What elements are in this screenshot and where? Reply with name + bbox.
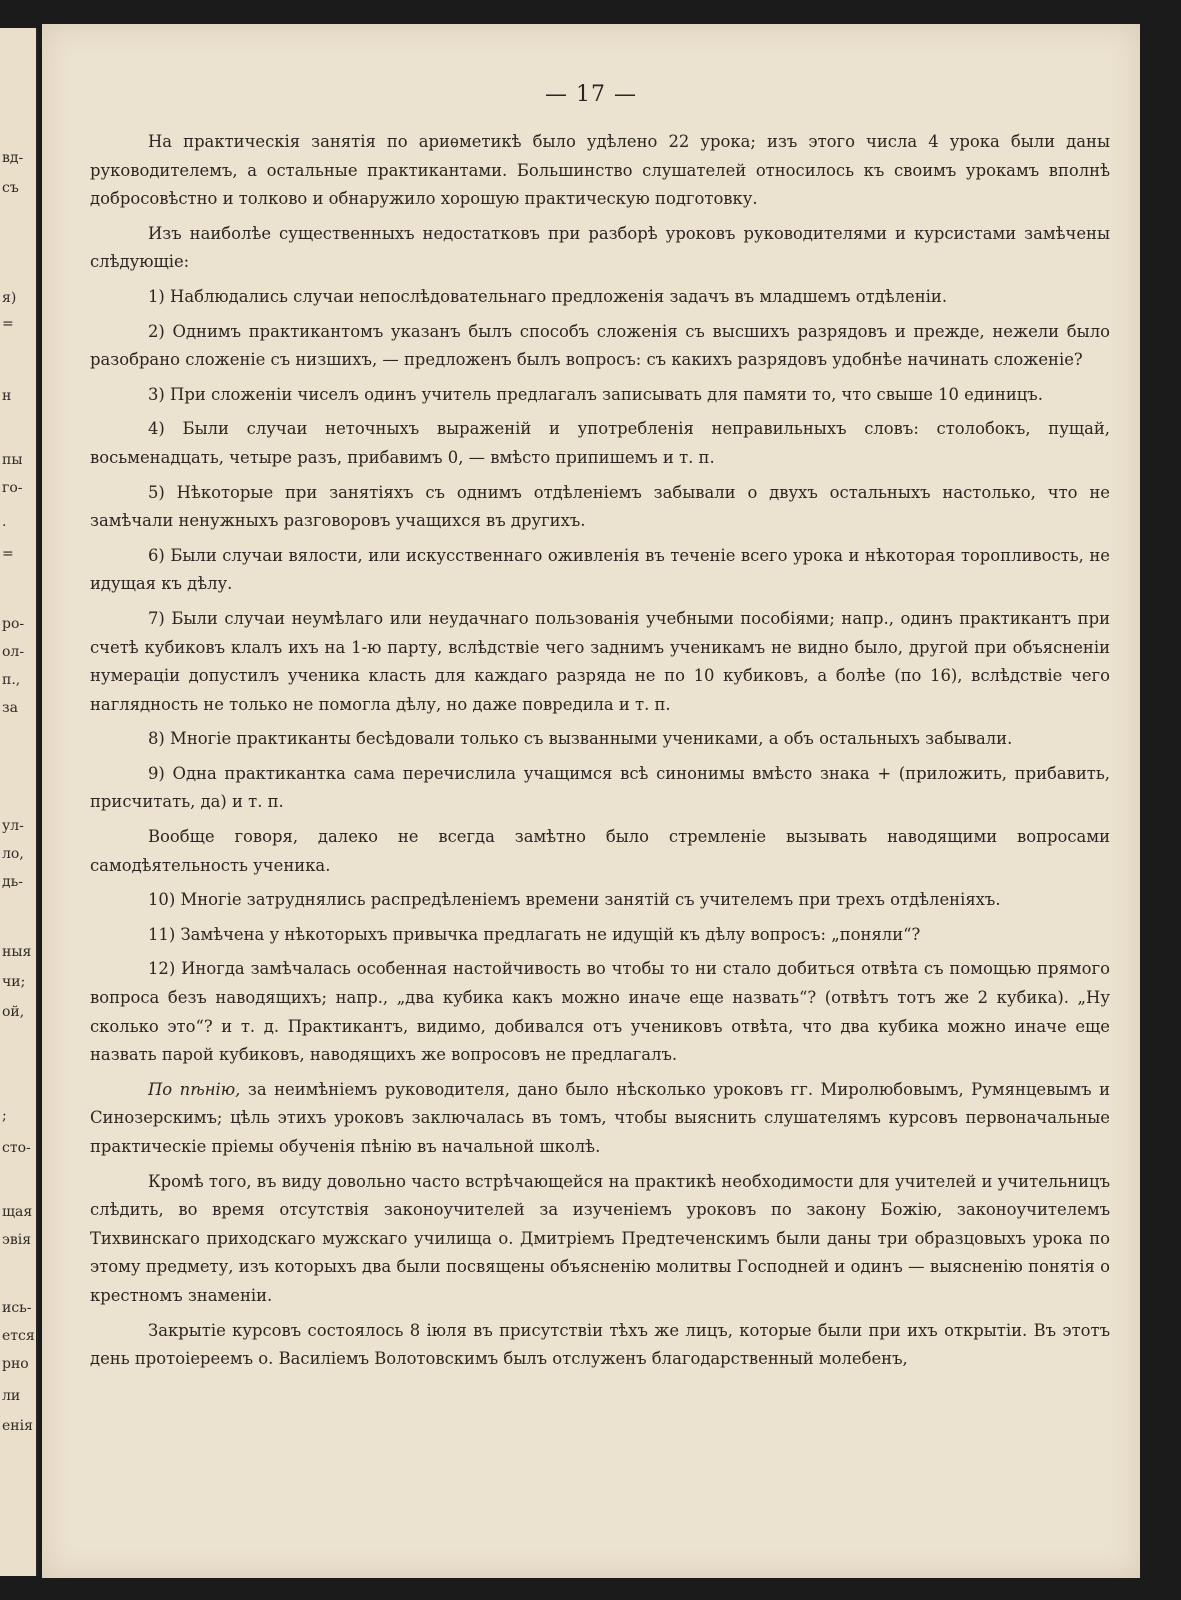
left-fragment: н [2,388,12,404]
left-fragment: ; [2,1108,7,1124]
left-fragment: съ [2,180,19,196]
list-item: 6) Были случаи вялости, или искусственнаго оживленія въ теченіе всего урока и нѣкоторая торопливость, не идущая къ дѣлу. [90,545,1110,594]
list-item: 1) Наблюдались случаи непослѣдовательнаго предложенія задачъ въ младшемъ отдѣленіи. [148,286,948,306]
left-fragment: ись- [2,1300,32,1316]
list-item: 11) Замѣчена у нѣкоторыхъ привычка предлагать не идущій къ дѣлу вопросъ: „поняли“? [148,924,921,944]
list-item: 12) Иногда замѣчалась особенная настойчивость во чтобы то ни стало добиться отвѣта съ помощью прямого вопроса безъ наводящихъ; напр., „два кубика какъ можно иначе еще назвать“? (отвѣтъ тотъ же 2 кубика). „Ну сколько это“? и т. д. Практикантъ, видимо, добивался отъ учениковъ отвѣта, что два кубика можно иначе еще назвать парой кубиковъ, наводящихъ же вопросовъ не предлагалъ. [90,959,1110,1065]
left-fragment: п., [2,672,21,688]
page-number: — 17 — [545,82,637,107]
list-item: 4) Были случаи неточныхъ выраженій и употребленія неправильныхъ словъ: столобокъ, пущай, восьменадцать, четыре разъ, прибавимъ 0, — вмѣсто припишемъ и т. п. [90,419,1110,467]
paragraph: Кромѣ того, въ виду довольно часто встрѣчающейся на практикѣ необходимости для учителей и учительницъ слѣдить, во время отсутствія законоучителей за изученіемъ уроковъ по закону Божію, законоучителемъ Тихвинскаго приходскаго мужскаго училища о. Дмитріемъ Предтеченскимъ были даны три образцовыхъ урока по этому предмету, изъ которыхъ два были посвящены объясненію молитвы Господней и одинъ — выясненію понятія о крестномъ знаменіи. [90,1171,1110,1305]
paragraph: Изъ наиболѣе существенныхъ недостатковъ при разборѣ уроковъ руководителями и курсистами замѣчены слѣдующіе: [90,223,1110,272]
list-item: 10) Многіе затруднялись распредѣленіемъ времени занятій съ учителемъ при трехъ отдѣленіяхъ. [148,890,1001,910]
left-fragment: = [2,316,14,332]
left-fragment: пы [2,452,23,468]
page-body [90,128,1110,1380]
paragraph: На практическія занятія по ариѳметикѣ было удѣлено 22 урока; изъ этого числа 4 урока были даны руководителемъ, а остальные практикантами. Большинство слушателей относилось къ своимъ урокамъ вполнѣ добросовѣстно и толково и обнаружило хорошую практическую подготовку. [90,132,1110,209]
left-fragment: ол- [2,644,25,660]
left-fragment: = [2,546,14,562]
left-fragment: го- [2,480,23,496]
singing-rest: за неимѣніемъ руководителя, дано было нѣсколько уроковъ гг. Миролюбовымъ, Румянцевымъ и Синозерскимъ; цѣль этихъ уроковъ заключалась въ томъ, чтобы выяснить слушателямъ курсовъ первоначальные практическіе пріемы обученія пѣнію въ начальной школѣ. [90,1079,1110,1156]
list-item: 8) Многіе практиканты бесѣдовали только съ вызванными учениками, а объ остальныхъ забывали. [148,729,1013,749]
left-fragment: енія [2,1418,33,1434]
left-fragment: ул- [2,818,24,834]
list-item: 5) Нѣкоторые при занятіяхъ съ однимъ отдѣленіемъ забывали о двухъ остальныхъ настолько, что не замѣчали ненужныхъ разговоровъ учащихся въ другихъ. [90,482,1110,531]
left-fragment: чи; [2,974,26,990]
singing-lead: По пѣнію, [148,1079,241,1099]
left-fragment: я) [2,290,17,306]
singing-paragraph [90,1076,1110,1162]
adjacent-page-edge [0,28,38,1576]
list-item: 9) Одна практикантка сама перечислила учащимся всѣ синонимы вмѣсто знака + (приложить, прибавить, присчитать, да) и т. п. [90,763,1110,812]
left-fragment: за [2,700,18,716]
left-fragment: ло, [2,846,24,862]
left-fragment: ли [2,1388,21,1404]
left-fragment: ныя [2,944,32,960]
list-item: 7) Были случаи неумѣлаго или неудачнаго пользованія учебными пособіями; напр., одинъ практикантъ при счетѣ кубиковъ клалъ ихъ на 1-ю парту, вслѣдствіе чего заднимъ ученикамъ не видно было, другой при объясненіи нумераціи допустилъ ученика класть для каждаго разряда не по 10 кубиковъ, а болѣе (по 16), вслѣдствіе чего наглядность не только не помогла дѣлу, но даже повредила и т. п. [90,608,1110,714]
paragraph: Закрытіе курсовъ состоялось 8 іюля въ присутствіи тѣхъ же лицъ, которые были при ихъ открытіи. Въ этотъ день протоіереемъ о. Василіемъ Волотовскимъ былъ отслуженъ благодарственный молебенъ, [90,1320,1110,1369]
left-fragment: рно [2,1356,29,1372]
list-item: 2) Однимъ практикантомъ указанъ былъ способъ сложенія съ высшихъ разрядовъ и прежде, нежели было разобрано сложеніе съ низшихъ, — предложенъ былъ вопросъ: съ какихъ разрядовъ удобнѣе начинать сложеніе? [90,321,1110,370]
left-fragment: дь- [2,874,23,890]
left-fragment: эвія [2,1232,32,1248]
paragraph: Вообще говоря, далеко не всегда замѣтно было стремленіе вызывать наводящими вопросами самодѣятельность ученика. [90,827,1110,875]
left-fragment: сто- [2,1140,31,1156]
left-fragment: . [2,514,7,530]
left-fragment: ой, [2,1004,25,1020]
left-fragment: вд- [2,150,24,166]
left-fragment: щая [2,1204,33,1220]
document-page [42,24,1140,1578]
left-fragment: ется [2,1328,35,1344]
list-item: 3) При сложеніи чиселъ одинъ учитель предлагалъ записывать для памяти то, что свыше 10 единицъ. [148,384,1043,404]
left-fragment: ро- [2,616,25,632]
